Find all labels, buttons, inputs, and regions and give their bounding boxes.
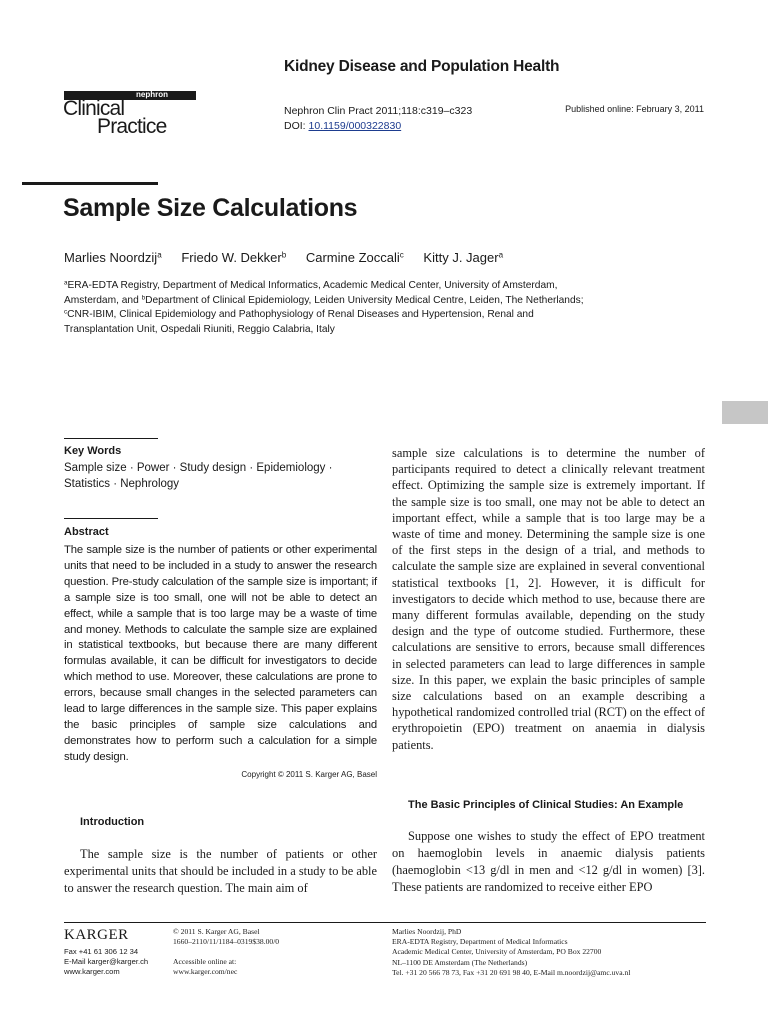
footer-rule: [64, 922, 706, 923]
doi-link[interactable]: 10.1159/000322830: [308, 120, 402, 132]
key-words-heading: Key Words: [64, 445, 122, 457]
publisher-email[interactable]: E-Mail karger@karger.ch: [64, 957, 149, 967]
online-access-label: Accessible online at:: [173, 957, 237, 966]
online-access: [173, 957, 237, 977]
key-words-list: [64, 460, 364, 492]
correspondence-line: NL–1100 DE Amsterdam (The Netherlands): [392, 957, 528, 967]
author-2: Friedo W. Dekker$^b$: [181, 250, 287, 265]
citation-block: [284, 104, 472, 134]
publisher-contact: [64, 947, 148, 978]
online-access-url[interactable]: www.karger.com/nec: [173, 967, 238, 977]
example-body: Suppose one wishes to study the effect of EPO treatment on haemoglobin levels in anaemic dialysis patients (haemoglobin <13 g/dl in men and <12 g/dl in women) [3]. These patients are randomized to receive either EPO: [392, 829, 705, 894]
correspondence-address: [392, 927, 630, 978]
section-title: Kidney Disease and Population Health: [284, 58, 560, 75]
publisher-fax: Fax +41 61 306 12 34: [64, 947, 139, 956]
published-date: Published online: February 3, 2011: [565, 104, 704, 114]
doi-label: DOI:: [284, 120, 309, 132]
journal-logo-practice: Practice: [97, 115, 167, 138]
author-1: Marlies Noordzij$^a$: [64, 250, 162, 265]
key-words-rule: [64, 438, 158, 439]
journal-logo-clinical: Clinical: [63, 97, 125, 120]
key-words-line: Sample size · Power · Study design · Epidemiology ·: [64, 462, 333, 474]
publisher-logo: KARGER: [64, 927, 129, 943]
doi-line: [284, 119, 472, 134]
author-3: Carmine Zoccali$^c$: [305, 250, 404, 265]
abstract-body: The sample size is the number of patients or other experimental units that need to be included in a study to answer the research question. Pre-study calculation of the sample size is important; if a sample size is too small, one will not be able to detect an effect, while a sample that is too large may be a waste of time and money. Methods to calculate the sample size are explained in statistical textbooks, but because there are many different formulas available, it can be difficult for investigators to decide which method to use. Moreover, these calculations are prone to errors, because small changes in the selected parameters can lead to large differences in the sample size. This paper explains the basic principles of sample size calculations and demonstrates how to perform such a calculation for a simple study design.: [64, 544, 377, 763]
body-continuation: sample size calculations is to determine the number of participants required to detect a clinically relevant treatment effect. Optimizing the sample size is extremely important. If the sample size is too small, one may not be able to detect an important effect, while a sample that is too large may be a waste of time and money. Determining the sample size is one of the first steps in the design of a trial, and methods to calculate the sample size are explained in several conventional statistical textbooks [1, 2]. However, it is difficult for investigators to decide which method to use, because there are many different formulas available, depending on the study design and the type of outcome studied. Furthermore, these calculations are sensitive to errors, because small differences in selected parameters can lead to large differences in sample size. In this paper, we explain the basic principles of sample size calculations based on an example describing a hypothetical randomized controlled trial (RCT) on the effect of erythropoietin (EPO) treatment on anaemia in dialysis patients.: [392, 446, 705, 752]
author-list: [64, 250, 519, 265]
correspondence-line: ERA-EDTA Registry, Department of Medical Informatics: [392, 937, 568, 947]
article-title: Sample Size Calculations: [63, 194, 358, 222]
introduction-heading: Introduction: [80, 816, 145, 828]
author-4: Kitty J. Jager$^a$: [423, 250, 504, 265]
introduction-body: The sample size is the number of patients or other experimental units that should be included in a study to be able to answer the research question. The main aim of: [64, 847, 377, 895]
affiliation-line: Amsterdam, and $^b$Department of Clinical Epidemiology, Leiden University Medical Centre, Leiden, The Netherlands;: [64, 294, 584, 306]
correspondence-line: Academic Medical Center, University of Amsterdam, PO Box 22700: [392, 947, 602, 957]
abstract-heading: Abstract: [64, 526, 109, 538]
publisher-website[interactable]: www.karger.com: [64, 967, 120, 977]
affiliation-line: $^c$CNR-IBIM, Clinical Epidemiology and Pathophysiology of Renal Diseases and Hypertension, Renal and: [64, 308, 534, 321]
correspondence-line: Tel. +31 20 566 78 73, Fax +31 20 691 98 40, E-Mail m.noordzij@amc.uva.nl: [392, 967, 631, 977]
correspondence-line: Marlies Noordzij, PhD: [392, 927, 462, 936]
section-side-tab: [722, 401, 768, 424]
copyright-notice: Copyright © 2011 S. Karger AG, Basel: [241, 770, 377, 779]
citation-text: Nephron Clin Pract 2011;118:c319–c323: [284, 105, 473, 117]
abstract-rule: [64, 518, 158, 519]
title-rule: [22, 182, 158, 185]
affiliation-line: $^a$ERA-EDTA Registry, Department of Medical Informatics, Academic Medical Center, University of Amsterdam,: [64, 279, 558, 291]
publication-code: 1660–2110/11/1184–0319$38.00/0: [173, 937, 280, 947]
affiliation-line: Transplantation Unit, Ospedali Riuniti, Reggio Calabria, Italy: [64, 323, 335, 335]
publication-copyright: © 2011 S. Karger AG, Basel: [173, 927, 260, 936]
journal-logo-nephron: nephron: [136, 90, 168, 99]
publication-info: [173, 927, 279, 947]
affiliations: [64, 279, 624, 337]
key-words-line: Statistics · Nephrology: [64, 478, 180, 490]
basic-principles-heading: The Basic Principles of Clinical Studies: An Example: [408, 799, 684, 811]
